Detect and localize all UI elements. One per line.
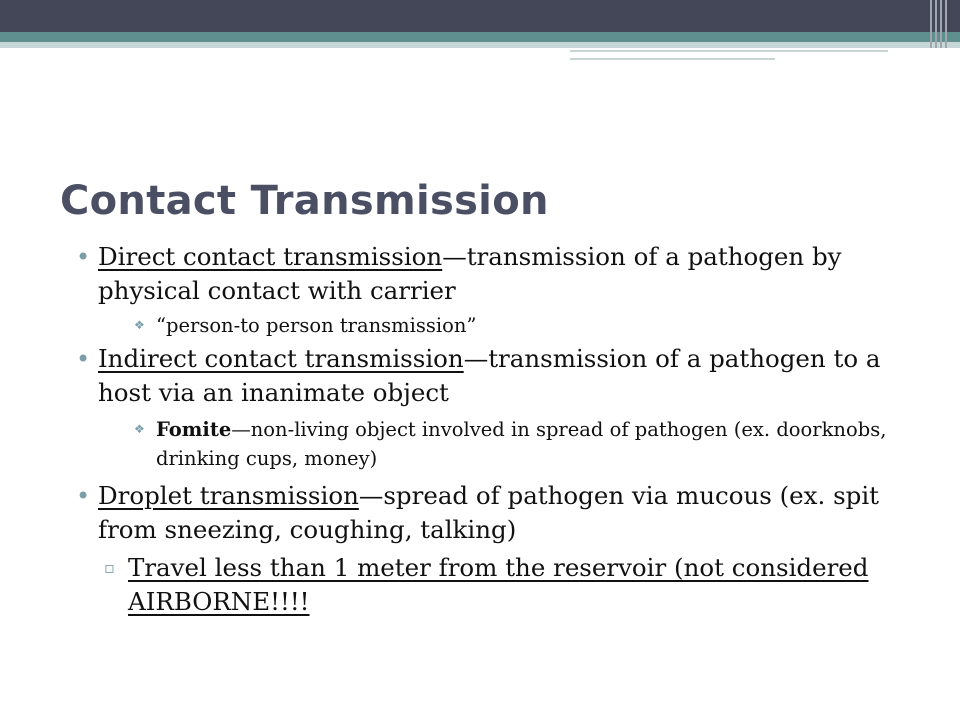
definition: —transmission of a pathogen by physical contact with carrier [98,242,842,305]
sub-bullet-item [76,551,916,619]
banner-dark-bar [0,0,960,32]
bullet-dot-icon: • [76,243,91,271]
banner-teal-band [0,32,960,42]
term: Direct contact transmission [98,242,443,271]
banner-light-band [0,42,960,48]
sub-text: —non-living object involved in spread of pathogen (ex. doorknobs, drinking cups, money) [156,418,887,470]
bullet-diamond-icon: ❖ [134,422,145,436]
sub-bullet-item [76,311,916,340]
bullet-item [76,479,916,547]
bullet-item [76,342,916,410]
bullet-dot-icon: • [76,345,91,373]
term: Droplet transmission [98,481,359,510]
slide-title: Contact Transmission [60,178,549,224]
sub-term: Fomite [156,418,232,441]
banner-accent-line [570,50,888,52]
slide-body [76,240,916,619]
term: Indirect contact transmission [98,344,464,373]
sub-text: “person-to person transmission” [156,314,477,337]
banner-accent-line [570,58,775,60]
banner-side-strips [930,0,950,48]
bullet-dot-icon: • [76,482,91,510]
bullet-item [76,240,916,308]
bullet-diamond-icon: ❖ [134,318,145,332]
sub-bullet-item [76,415,916,473]
bullet-square-icon: ▫ [104,558,115,577]
definition: —transmission of a pathogen to a host via an inanimate object [98,344,881,407]
definition: —spread of pathogen via mucous (ex. spit from sneezing, coughing, talking) [98,481,880,544]
sub-text: Travel less than 1 meter from the reservoir (not considered AIRBORNE!!!! [128,553,869,616]
